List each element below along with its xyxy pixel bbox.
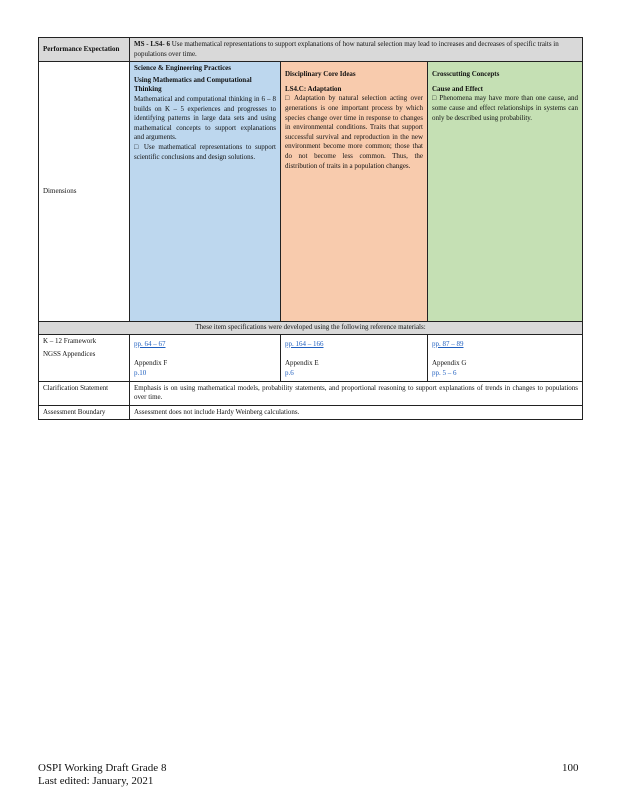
footer-draft-line: OSPI Working Draft Grade 8 (38, 762, 167, 774)
ccc-column (428, 62, 583, 322)
pe-text: Use mathematical representations to support explanations of how natural selection may lead to increases and decreases of specific traits in populations over time. (134, 40, 559, 58)
assessment-boundary-label: Assessment Boundary (39, 405, 130, 420)
pe-label-text: Performance Expectation (43, 44, 120, 53)
dci-bullet-text: Adaptation by natural selection acting over generations is one important process by which species change over time in response to changes in environmental conditions. Traits that support successful survival and reproduction in the new environment become more common; those that do not become less common. Thus, the distribution of traits in a population changes. (285, 94, 423, 170)
dimensions-row (39, 62, 583, 322)
dci-references (281, 334, 428, 381)
item-specification-table (38, 37, 583, 420)
bullet-icon: □ (134, 142, 141, 151)
ccc-bullet-text: Phenomena may have more than one cause, and some cause and effect relationships in systems can only be described using probability. (432, 94, 579, 122)
dci-column (281, 62, 428, 322)
footer-edited-line: Last edited: January, 2021 (38, 775, 154, 787)
sep-column (130, 62, 281, 322)
sep-bullet (134, 143, 276, 162)
dci-appendix: Appendix E (285, 359, 319, 368)
framework-label: K – 12 Framework (43, 336, 97, 345)
ngss-label: NGSS Appendices (43, 350, 96, 359)
pe-code: MS - LS4- 6 (134, 40, 170, 48)
dci-framework-link[interactable]: pp. 164 – 166 (285, 339, 324, 348)
dci-subtitle: LS4.C: Adaptation (285, 84, 342, 93)
performance-expectation-row (39, 38, 583, 62)
dci-appendix-page[interactable]: p.6 (285, 368, 294, 377)
clarification-text: Emphasis is on using mathematical models, probability statements, and proportional reasoning to support explanations of trends in changes to populations over time. (130, 381, 583, 405)
page-number: 100 (562, 762, 579, 774)
sep-references (130, 334, 281, 381)
dci-bullet (285, 94, 423, 171)
references-row (39, 334, 583, 381)
clarification-label: Clarification Statement (39, 381, 130, 405)
sep-framework-link[interactable]: pp. 64 – 67 (134, 339, 166, 348)
bullet-icon: □ (432, 94, 437, 103)
performance-expectation-cell (130, 38, 583, 62)
dci-title: Disciplinary Core Ideas (285, 70, 356, 79)
references-banner: These item specifications were developed using the following reference materials: (39, 322, 583, 335)
sep-subtitle: Using Mathematics and Computational Thinking (134, 75, 252, 94)
sep-body: Mathematical and computational thinking in 6 – 8 builds on K – 5 experiences and progresses to identifying patterns in large data sets and using mathematical concepts to support explanations and arguments. (134, 94, 276, 142)
sep-appendix-page[interactable]: p.10 (134, 368, 147, 377)
ccc-subtitle: Cause and Effect (432, 84, 483, 93)
page-footer (38, 762, 166, 788)
references-banner-row (39, 322, 583, 335)
ccc-bullet (432, 94, 578, 123)
assessment-boundary-text: Assessment does not include Hardy Weinberg calculations. (130, 405, 583, 420)
ccc-appendix: Appendix G (432, 359, 467, 368)
references-labels (39, 334, 130, 381)
ccc-references (428, 334, 583, 381)
assessment-boundary-row (39, 405, 583, 420)
bullet-icon: □ (285, 94, 291, 103)
ccc-title: Crosscutting Concepts (432, 70, 500, 79)
sep-bullet-text: Use mathematical representations to support scientific conclusions and design solutions. (134, 142, 276, 161)
sep-title: Science & Engineering Practices (134, 64, 232, 73)
ccc-framework-link[interactable]: pp. 87 – 89 (432, 339, 464, 348)
dimensions-label: Dimensions (39, 62, 130, 322)
clarification-row (39, 381, 583, 405)
sep-appendix: Appendix F (134, 359, 168, 368)
ccc-appendix-page[interactable]: pp. 5 – 6 (432, 368, 457, 377)
performance-expectation-label (39, 38, 130, 62)
